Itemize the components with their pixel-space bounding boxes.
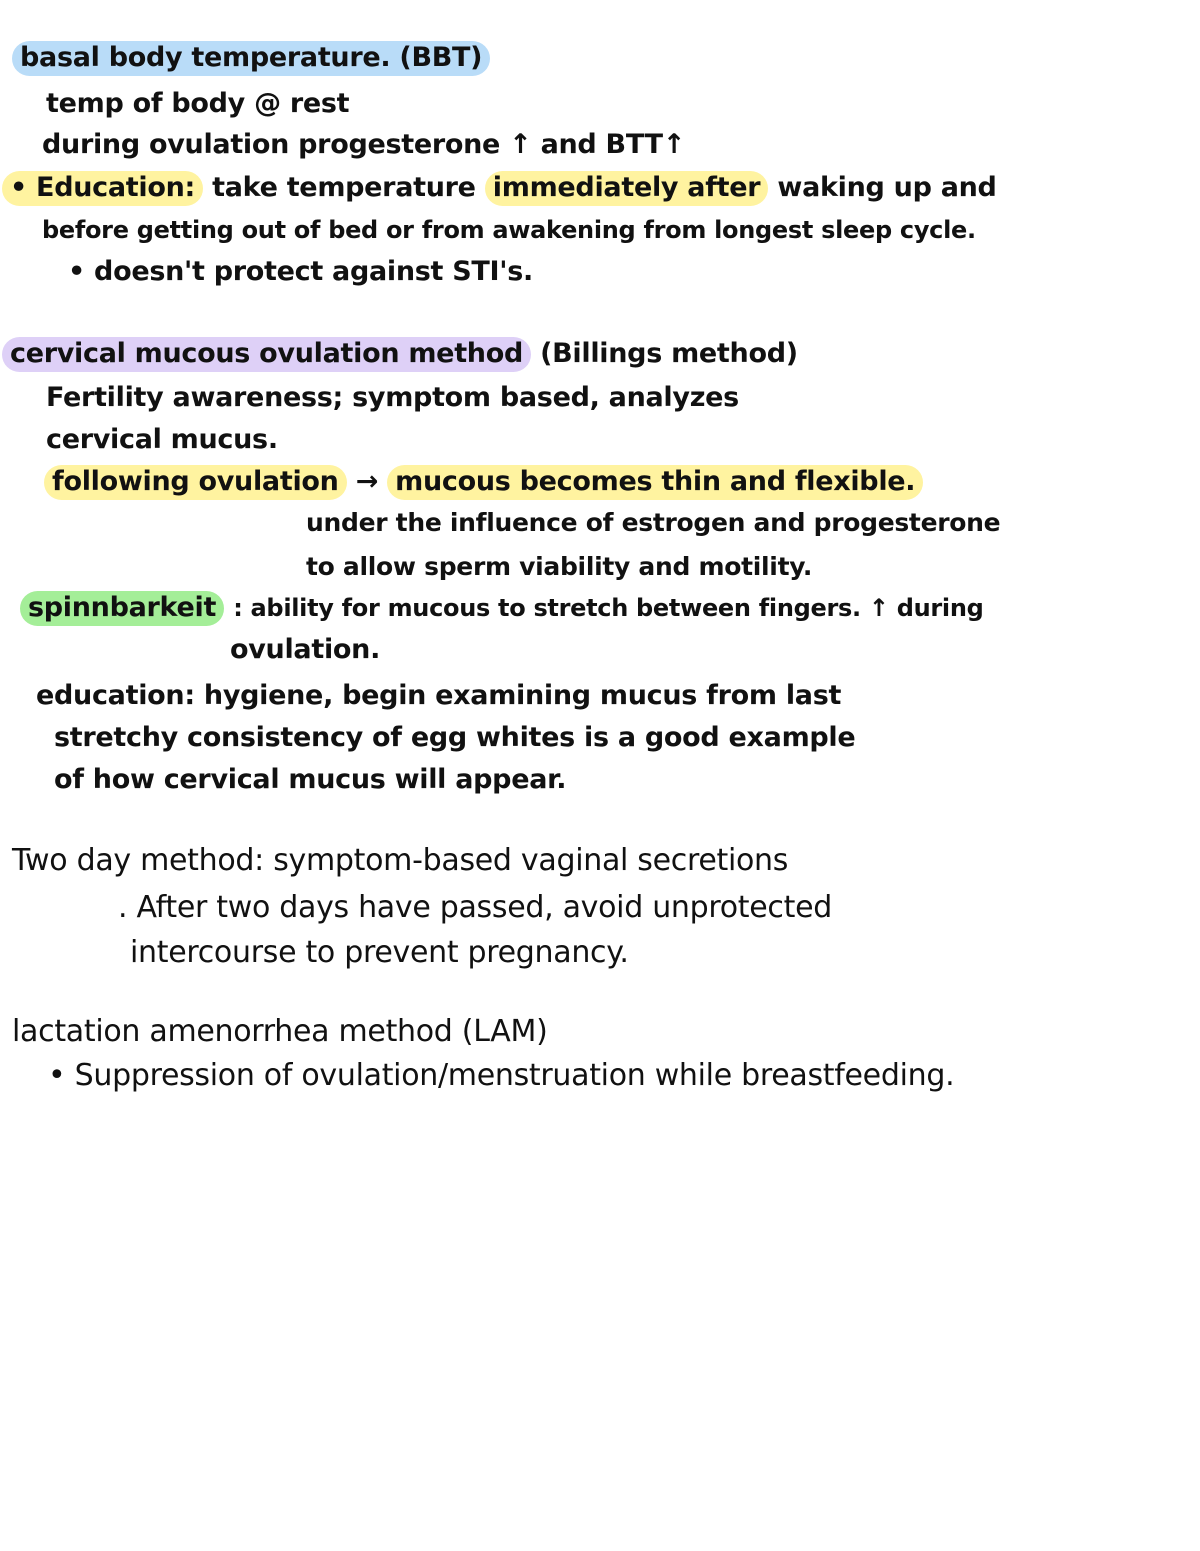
cmom-spinn-line-2: ovulation. bbox=[230, 634, 381, 665]
bbt-heading-line bbox=[12, 40, 490, 76]
two-day-line-3: intercourse to prevent pregnancy. bbox=[130, 935, 629, 970]
two-day-line-2: . After two days have passed, avoid unprotected bbox=[118, 890, 832, 925]
cmom-spinn-text: : ability for mucous to stretch between fingers. ↑ during bbox=[233, 594, 984, 622]
cmom-line-4: under the influence of estrogen and progesterone bbox=[306, 508, 1001, 537]
cmom-education-line-3: of how cervical mucus will appear. bbox=[54, 764, 567, 795]
bbt-education-label: • Education: bbox=[2, 171, 203, 206]
bbt-bullet: • doesn't protect against STI's. bbox=[68, 256, 533, 287]
cmom-spinn-line bbox=[20, 590, 984, 626]
two-day-line-1: Two day method: symptom-based vaginal secretions bbox=[12, 843, 789, 878]
bbt-line-2: during ovulation progesterone ↑ and BTT↑ bbox=[42, 129, 686, 160]
bbt-line-1: temp of body @ rest bbox=[46, 88, 350, 119]
cmom-heading-note: (Billings method) bbox=[540, 338, 798, 369]
cmom-heading-line bbox=[2, 336, 798, 372]
bbt-education-line bbox=[2, 170, 997, 206]
cmom-spinn-label: spinnbarkeit bbox=[20, 591, 224, 626]
cmom-following-label: following ovulation bbox=[44, 465, 347, 500]
cmom-line-5: to allow sperm viability and motility. bbox=[306, 552, 813, 581]
cmom-education-line-2: stretchy consistency of egg whites is a good example bbox=[54, 722, 856, 753]
cmom-heading: cervical mucous ovulation method bbox=[2, 337, 531, 372]
bbt-education-text-b: waking up and bbox=[777, 172, 997, 203]
cmom-line-2: cervical mucus. bbox=[46, 424, 278, 455]
bbt-education-text-a: take temperature bbox=[212, 172, 476, 203]
lam-line-2: • Suppression of ovulation/menstruation while breastfeeding. bbox=[48, 1058, 955, 1093]
lam-line-1: lactation amenorrhea method (LAM) bbox=[12, 1014, 548, 1049]
arrow-icon: → bbox=[355, 466, 379, 497]
cmom-line-1: Fertility awareness; symptom based, analyzes bbox=[46, 382, 739, 413]
bbt-education-highlight: immediately after bbox=[485, 171, 769, 206]
cmom-education-line-1: education: hygiene, begin examining mucus from last bbox=[36, 680, 842, 711]
bbt-education-line-2: before getting out of bed or from awakening from longest sleep cycle. bbox=[42, 216, 976, 244]
cmom-following-line bbox=[44, 464, 923, 500]
bbt-heading: basal body temperature. (BBT) bbox=[12, 41, 490, 76]
cmom-following-highlight: mucous becomes thin and flexible. bbox=[387, 465, 923, 500]
